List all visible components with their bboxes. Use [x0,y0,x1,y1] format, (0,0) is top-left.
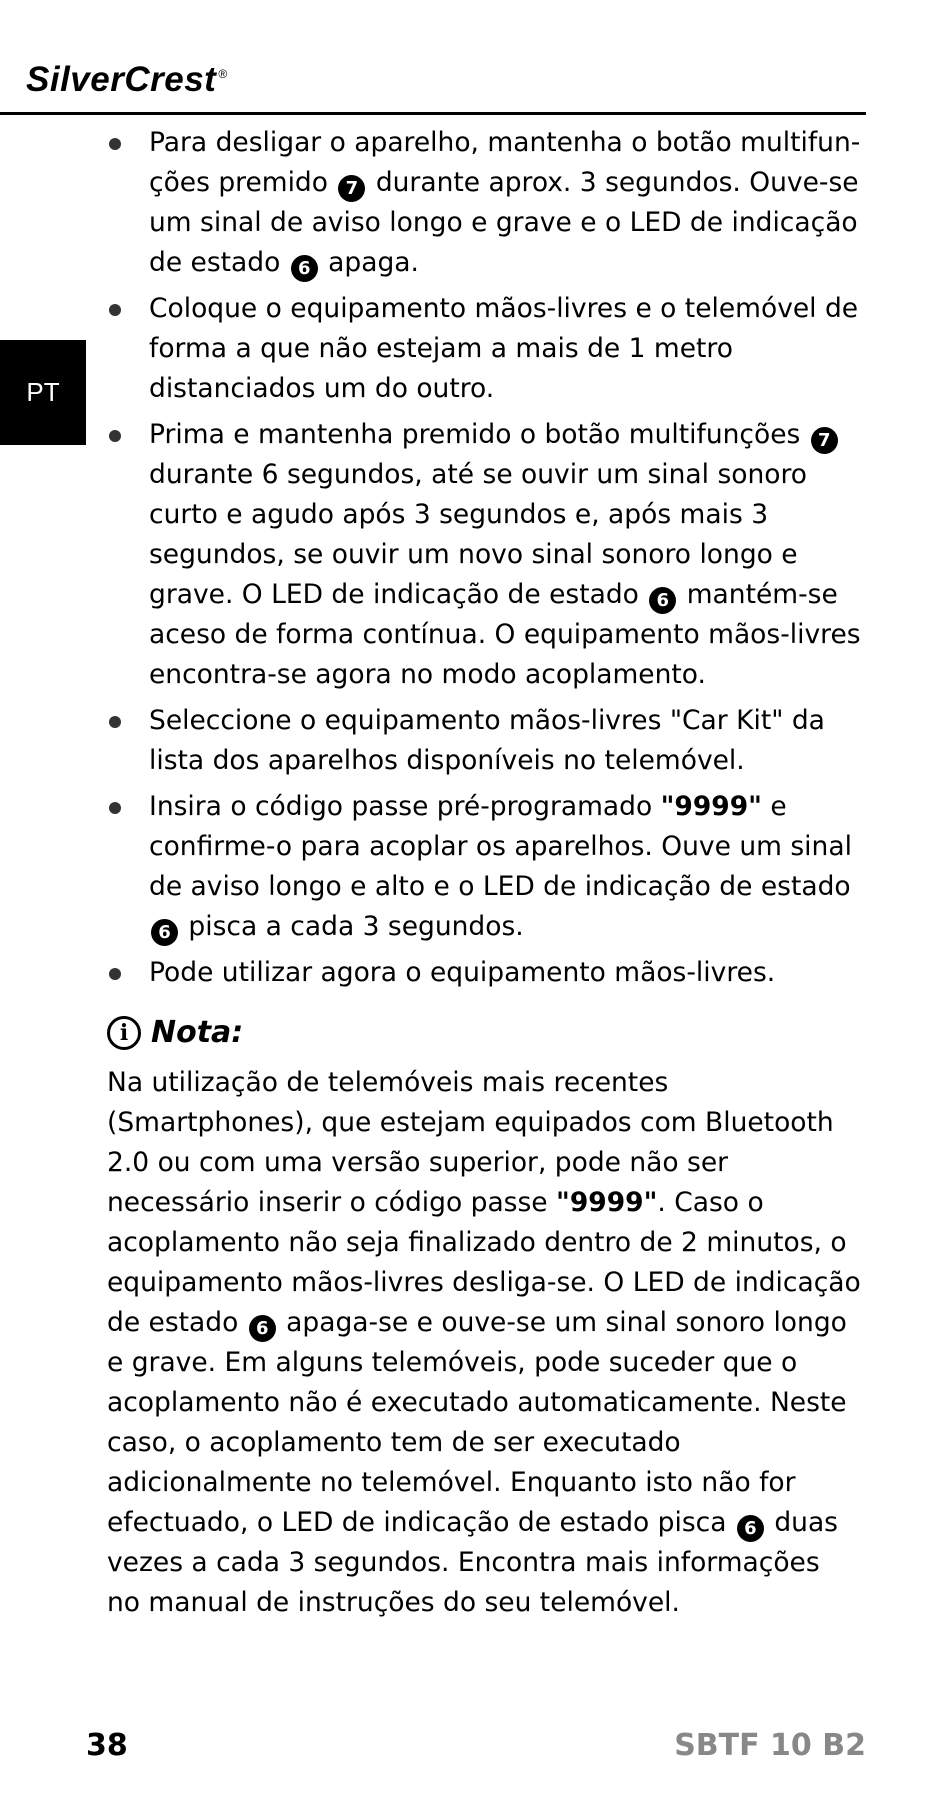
text-span: Prima e mantenha premido o botão multifunções [149,419,809,450]
note-body [107,1063,861,1623]
reference-number-badge: 6 [249,1315,276,1342]
text-span: apaga-se e ouve-se um sinal sonoro longo e grave. Em alguns telemóveis, pode suceder que o acoplamento não é executado automaticamente. Neste caso, o acoplamento tem de ser executado adicionalmente no telemóvel. Enquanto isto não for efectuado, o LED de indicação de estado pisca [107,1307,847,1538]
instruction-item [107,289,861,409]
text-span: Pode utilizar agora o equipamento mãos-livres. [149,957,776,988]
text-span: durante aprox. 3 segundos. Ouve-se um sinal de aviso longo e grave e o LED de indicação de estado [149,167,859,278]
text-span: Para desligar o aparelho, mantenha o botão multifunções premido [149,127,861,198]
text-span: duas vezes a cada 3 segundos. Encontra mais informações no manual de instruções do seu telemóvel. [107,1507,838,1618]
reference-number-badge: 6 [649,587,676,614]
text-span: Na utilização de telemóveis mais recentes (Smartphones), que estejam equipados com Bluetooth 2.0 ou com uma versão superior, pode não ser necessário inserir o código passe [107,1067,834,1218]
text-span: mantém-se aceso de forma contínua. O equipamento mãos-livres encontra-se agora no modo acoplamento. [149,579,861,690]
instruction-list [107,123,861,993]
text-span: e confirme-o para acoplar os aparelhos. Ouve um sinal de aviso longo e alto e o LED de indicação de estado [149,791,852,902]
bullet-icon [109,138,121,150]
text-span: Seleccione o equipamento mãos-livres "Car Kit" da lista dos aparelhos disponíveis no telemóvel. [149,705,825,776]
bold-text: "9999" [660,791,762,822]
bullet-icon [109,802,121,814]
registered-mark: ® [218,67,228,82]
text-span: durante 6 segundos, até se ouvir um sinal sonoro curto e agudo após 3 segundos e, após mais 3 segundos, se ouvir um novo sinal sonoro longo e grave. O LED de indicação de estado [149,459,807,610]
instruction-item [107,701,861,781]
bullet-icon [109,430,121,442]
info-icon: i [107,1016,141,1050]
bullet-icon [109,716,121,728]
reference-number-badge: 6 [737,1515,764,1542]
instruction-item [107,787,861,947]
reference-number-badge: 6 [291,255,318,282]
reference-number-badge: 7 [338,175,365,202]
reference-number-badge: 6 [151,919,178,946]
bullet-icon [109,968,121,980]
text-span: . Caso o acoplamento não seja finalizado dentro de 2 minutos, o equipamento mãos-livres desliga-se. O LED de indicação de estado [107,1187,861,1338]
text-span: Insira o código passe pré-programado [149,791,661,822]
brand-logo [26,60,228,100]
text-span: apaga. [319,247,419,278]
note-heading [107,1013,861,1053]
reference-number-badge: 7 [811,427,838,454]
text-span: Coloque o equipamento mãos-livres e o telemóvel de forma a que não estejam a mais de 1 metro distanciados um do outro. [149,293,859,404]
instruction-item [107,415,861,695]
header-rule [0,112,866,115]
bold-text: "9999" [556,1187,658,1218]
model-number: SBTF 10 B2 [674,1728,866,1763]
bullet-icon [109,304,121,316]
language-tab: PT [0,340,86,445]
brand-name: SilverCrest [26,60,217,99]
page-content [107,123,861,1623]
page-number: 38 [86,1728,128,1763]
note-title: Nota: [151,1015,244,1050]
instruction-item [107,953,861,993]
instruction-item [107,123,861,283]
text-span: pisca a cada 3 segundos. [180,911,524,942]
